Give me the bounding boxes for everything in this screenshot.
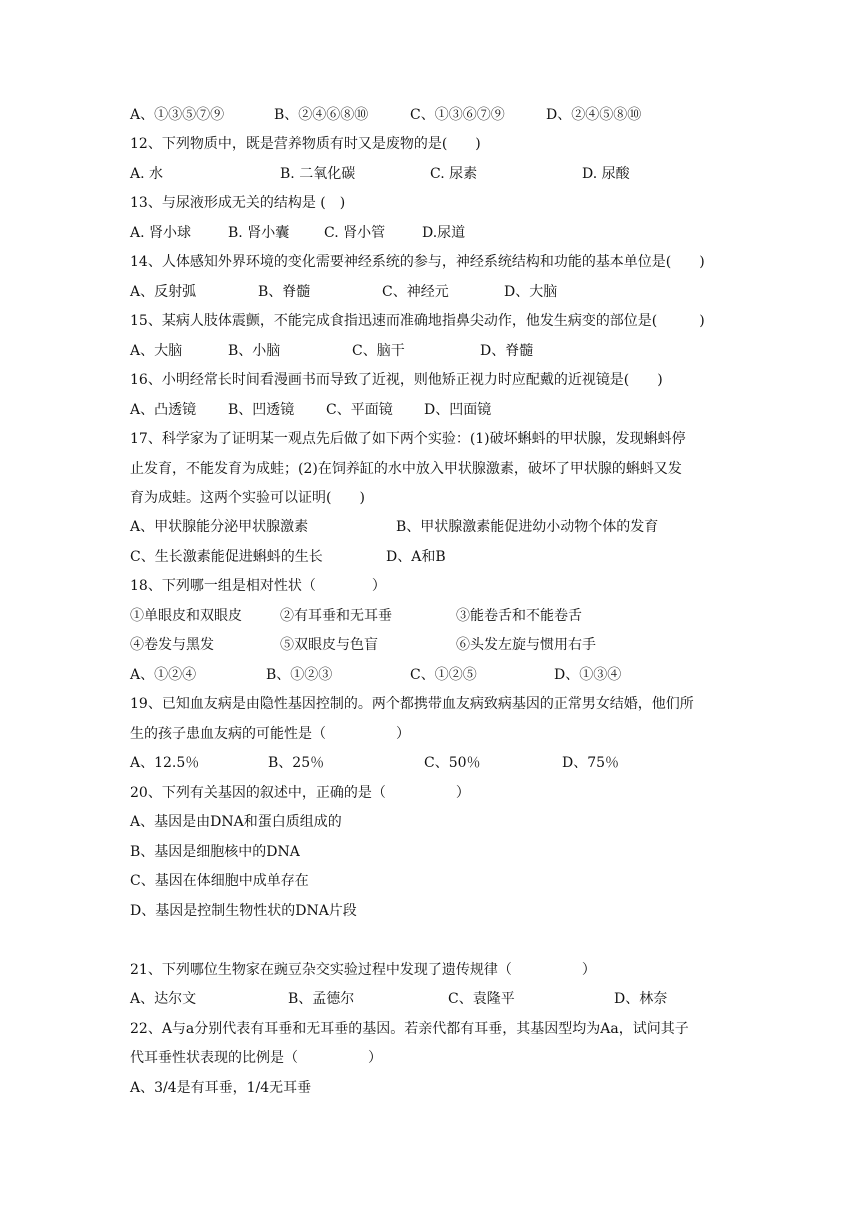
q18-item-2: ②有耳垂和无耳垂 <box>280 608 392 624</box>
q18-item-5: ⑤双眼皮与色盲 <box>280 637 378 653</box>
q13-option-c: C. 肾小管 <box>324 225 386 241</box>
q20-stem: 20、下列有关基因的叙述中，正确的是（ ） <box>130 785 470 801</box>
q11-option-a: A、①③⑤⑦⑨ <box>130 107 225 123</box>
q11-option-c: C、①③⑥⑦⑨ <box>410 107 505 123</box>
q13-option-a: A. 肾小球 <box>130 225 192 241</box>
q19-option-a: A、12.5％ <box>130 755 200 771</box>
q17-option-b: B、甲状腺激素能促进幼小动物个体的发育 <box>396 519 659 535</box>
q21-stem: 21、下列哪位生物家在豌豆杂交实验过程中发现了遗传规律（ ） <box>130 962 596 978</box>
q11-option-b: B、②④⑥⑧⑩ <box>274 107 369 123</box>
q20-option-a: A、基因是由DNA和蛋白质组成的 <box>130 814 342 830</box>
q18-stem: 18、下列哪一组是相对性状（ ） <box>130 578 386 594</box>
q12-option-a: A. 水 <box>130 166 164 182</box>
q18-item-1: ①单眼皮和双眼皮 <box>130 608 242 624</box>
q18-item-6: ⑥头发左旋与惯用右手 <box>456 637 596 653</box>
q21-option-b: B、孟德尔 <box>288 991 355 1007</box>
q21-option-a: A、达尔文 <box>130 991 197 1007</box>
q19-stem-line-2: 生的孩子患血友病的可能性是（ ） <box>130 726 410 742</box>
q16-option-d: D、凹面镜 <box>424 402 492 418</box>
q19-option-d: D、75％ <box>562 755 620 771</box>
q14-option-c: C、神经元 <box>382 284 449 300</box>
q20-option-d: D、基因是控制生物性状的DNA片段 <box>130 903 357 919</box>
q14-stem: 14、人体感知外界环境的变化需要神经系统的参与，神经系统结构和功能的基本单位是( ) <box>130 254 705 270</box>
q18-item-4: ④卷发与黑发 <box>130 637 214 653</box>
q15-option-c: C、脑干 <box>352 343 405 359</box>
q17-stem-line-3: 育为成蛙。这两个实验可以证明( ) <box>130 490 365 506</box>
q14-option-d: D、大脑 <box>504 284 558 300</box>
q18-option-d: D、①③④ <box>554 667 622 683</box>
q21-option-d: D、林奈 <box>614 991 668 1007</box>
q20-option-c: C、基因在体细胞中成单存在 <box>130 873 309 889</box>
q12-option-c: C. 尿素 <box>430 166 478 182</box>
q22-stem-line-2: 代耳垂性状表现的比例是（ ） <box>130 1050 382 1066</box>
q21-option-c: C、袁隆平 <box>448 991 515 1007</box>
q15-stem: 15、某病人肢体震颤，不能完成食指迅速而准确地指鼻尖动作，他发生病变的部位是( ) <box>130 313 705 329</box>
q19-stem-line-1: 19、已知血友病是由隐性基因控制的。两个都携带血友病致病基因的正常男女结婚，他们所 <box>130 696 694 712</box>
q22-option-a: A、3/4是有耳垂，1/4无耳垂 <box>130 1080 312 1096</box>
q11-option-d: D、②④⑤⑧⑩ <box>546 107 642 123</box>
q18-item-3: ③能卷舌和不能卷舌 <box>456 608 582 624</box>
q19-option-c: C、50％ <box>424 755 481 771</box>
q17-stem-line-1: 17、科学家为了证明某一观点先后做了如下两个实验：(1)破坏蝌蚪的甲状腺，发现蝌蚪停 <box>130 431 686 447</box>
q16-option-a: A、凸透镜 <box>130 402 197 418</box>
q18-option-c: C、①②⑤ <box>410 667 477 683</box>
q17-option-d: D、A和B <box>386 549 446 565</box>
q18-option-a: A、①②④ <box>130 667 197 683</box>
q12-option-d: D. 尿酸 <box>582 166 630 182</box>
q22-stem-line-1: 22、A与a分别代表有耳垂和无耳垂的基因。若亲代都有耳垂，其基因型均为Aa，试问其子 <box>130 1021 689 1037</box>
q19-option-b: B、25％ <box>268 755 325 771</box>
q16-option-c: C、平面镜 <box>326 402 393 418</box>
q12-stem: 12、下列物质中，既是营养物质有时又是废物的是( ) <box>130 136 481 152</box>
q14-option-b: B、脊髓 <box>258 284 311 300</box>
q15-option-b: B、小脑 <box>228 343 281 359</box>
q18-option-b: B、①②③ <box>266 667 333 683</box>
q15-option-d: D、脊髓 <box>480 343 534 359</box>
q13-stem: 13、与尿液形成无关的结构是 ( ) <box>130 195 346 211</box>
q17-stem-line-2: 止发育，不能发育为成蛙；(2)在饲养缸的水中放入甲状腺激素，破坏了甲状腺的蝌蚪又发 <box>130 461 682 477</box>
q16-option-b: B、凹透镜 <box>228 402 295 418</box>
q17-option-a: A、甲状腺能分泌甲状腺激素 <box>130 519 309 535</box>
q12-option-b: B. 二氧化碳 <box>280 166 356 182</box>
q20-option-b: B、基因是细胞核中的DNA <box>130 844 300 860</box>
q15-option-a: A、大脑 <box>130 343 183 359</box>
q13-option-b: B. 肾小囊 <box>228 225 290 241</box>
q13-option-d: D.尿道 <box>422 225 466 241</box>
q16-stem: 16、小明经常长时间看漫画书而导致了近视，则他矫正视力时应配戴的近视镜是( ) <box>130 372 663 388</box>
q17-option-c: C、生长激素能促进蝌蚪的生长 <box>130 549 323 565</box>
q14-option-a: A、反射弧 <box>130 284 197 300</box>
